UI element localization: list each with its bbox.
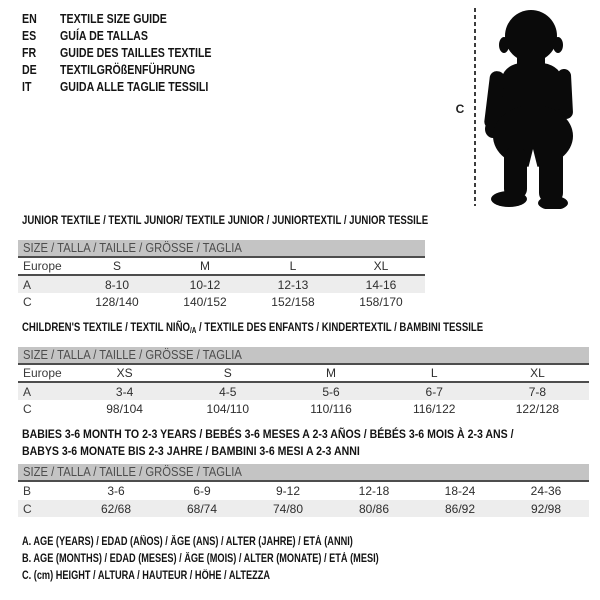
height-measure-label: C <box>455 102 465 116</box>
size-table-header <box>18 347 589 365</box>
height-cell: 140/152 <box>183 294 227 309</box>
size-cell: XS <box>116 366 133 380</box>
language-title: TEXTILE SIZE GUIDE <box>60 12 167 26</box>
footnote-age-months <box>22 551 468 568</box>
table-row-europe <box>18 258 425 276</box>
language-title: GUÍA DE TALLAS <box>60 29 148 43</box>
height-cell: 80/86 <box>358 501 390 516</box>
months-cell: 24-36 <box>530 484 562 498</box>
size-header-text: SIZE / TALLA / TAILLE / GRÖSSE / TAGLIA <box>23 348 242 362</box>
age-cell: 8-10 <box>104 277 130 292</box>
age-cell: 3-4 <box>115 384 134 399</box>
language-code: DE <box>22 63 37 77</box>
age-cell: 7-8 <box>528 384 547 399</box>
row-label: C <box>23 401 32 416</box>
size-table-header <box>18 464 589 482</box>
size-cell: L <box>430 366 438 380</box>
size-table-header <box>18 240 425 258</box>
height-cell: 116/122 <box>412 401 456 416</box>
height-cell: 110/116 <box>310 401 352 416</box>
row-label: B <box>23 484 32 498</box>
months-cell: 12-18 <box>358 484 390 498</box>
footnote-text: C. (cm) HEIGHT / ALTURA / HAUTEUR / HÖHE / ALTEZZA <box>22 570 271 582</box>
footnote-age-years <box>22 534 436 551</box>
age-cell: 14-16 <box>365 277 397 292</box>
language-row-es <box>22 28 238 45</box>
children-section-heading <box>22 319 598 339</box>
age-cell: 6-7 <box>425 384 443 399</box>
row-label: C <box>23 501 32 516</box>
junior-section-heading <box>22 212 530 229</box>
size-cell: M <box>326 366 336 380</box>
height-cell: 74/80 <box>272 501 304 516</box>
height-cell: 152/158 <box>271 294 315 309</box>
language-title: GUIDA ALLE TAGLIE TESSILI <box>60 80 209 94</box>
row-label: C <box>23 294 32 309</box>
babies-section-heading <box>22 426 581 460</box>
size-cell: S <box>112 259 121 273</box>
size-cell: XL <box>530 366 545 380</box>
height-cell: 122/128 <box>515 401 560 416</box>
babies-size-table <box>18 464 589 517</box>
table-row-height <box>18 500 589 517</box>
footnote-height-cm <box>22 568 332 585</box>
table-row-age <box>18 383 589 400</box>
height-cell: 92/98 <box>530 501 562 516</box>
months-cell: 9-12 <box>275 484 301 498</box>
toddler-silhouette-icon <box>484 9 594 209</box>
children-heading-text: CHILDREN'S TEXTILE / TEXTIL NIÑO/A / TEXTILE DES ENFANTS / KINDERTEXTIL / BAMBINI TESSILE <box>22 320 484 335</box>
age-cell: 10-12 <box>189 277 221 292</box>
children-size-table <box>18 347 589 417</box>
months-cell: 6-9 <box>193 484 211 498</box>
table-row-height <box>18 400 589 417</box>
language-title: GUIDE DES TAILLES TEXTILE <box>60 46 212 60</box>
babies-heading-line1: BABIES 3-6 MONTH TO 2-3 YEARS / BEBÉS 3-6 MESES A 2-3 AÑOS / BÉBÉS 3-6 MOIS À 2-3 ANS / <box>22 427 514 441</box>
junior-size-table <box>18 240 425 310</box>
size-cell: XL <box>373 259 389 273</box>
size-cell: M <box>200 259 210 273</box>
babies-heading-line2: BABYS 3-6 MONATE BIS 2-3 JAHRE / BAMBINI 3-6 MESI A 2-3 ANNI <box>22 444 360 458</box>
table-row-europe <box>18 365 589 383</box>
months-cell: 3-6 <box>107 484 125 498</box>
table-row-age <box>18 276 425 293</box>
row-label: A <box>23 277 32 292</box>
size-cell: L <box>289 259 297 273</box>
language-title-list <box>22 11 238 96</box>
height-cell: 68/74 <box>186 501 218 516</box>
size-cell: S <box>223 366 232 380</box>
language-code: EN <box>22 12 37 26</box>
table-row-months <box>18 482 589 500</box>
height-measure-line <box>474 8 476 206</box>
language-code: ES <box>22 29 37 43</box>
footnote-text: A. AGE (YEARS) / EDAD (AÑOS) / ÂGE (ANS) / ALTER (JAHRE) / ETÀ (ANNI) <box>22 536 353 548</box>
row-label: A <box>23 384 32 399</box>
height-cell: 128/140 <box>95 294 139 309</box>
height-cell: 86/92 <box>444 501 476 516</box>
age-cell: 12-13 <box>277 277 309 292</box>
language-code: FR <box>22 46 37 60</box>
months-cell: 18-24 <box>444 484 476 498</box>
footnote-text: B. AGE (MONTHS) / EDAD (MESES) / ÂGE (MOIS) / ALTER (MONATE) / ETÀ (MESI) <box>22 553 379 565</box>
age-cell: 4-5 <box>219 384 237 399</box>
table-row-height <box>18 293 425 310</box>
row-label: Europe <box>23 366 62 380</box>
age-cell: 5-6 <box>322 384 340 399</box>
row-label: Europe <box>23 259 62 273</box>
language-code: IT <box>22 80 32 94</box>
height-cell: 62/68 <box>100 501 132 516</box>
language-row-de <box>22 62 238 79</box>
size-header-text: SIZE / TALLA / TAILLE / GRÖSSE / TAGLIA <box>23 241 242 255</box>
junior-heading-text: JUNIOR TEXTILE / TEXTIL JUNIOR/ TEXTILE JUNIOR / JUNIORTEXTIL / JUNIOR TESSILE <box>22 213 429 227</box>
height-cell: 98/104 <box>106 401 143 416</box>
height-cell: 104/110 <box>206 401 250 416</box>
size-header-text: SIZE / TALLA / TAILLE / GRÖSSE / TAGLIA <box>23 465 242 479</box>
language-row-en <box>22 11 238 28</box>
language-row-fr <box>22 45 238 62</box>
language-row-it <box>22 79 238 96</box>
height-cell: 158/170 <box>359 294 403 309</box>
language-title: TEXTILGRÖßENFÜHRUNG <box>60 63 196 77</box>
